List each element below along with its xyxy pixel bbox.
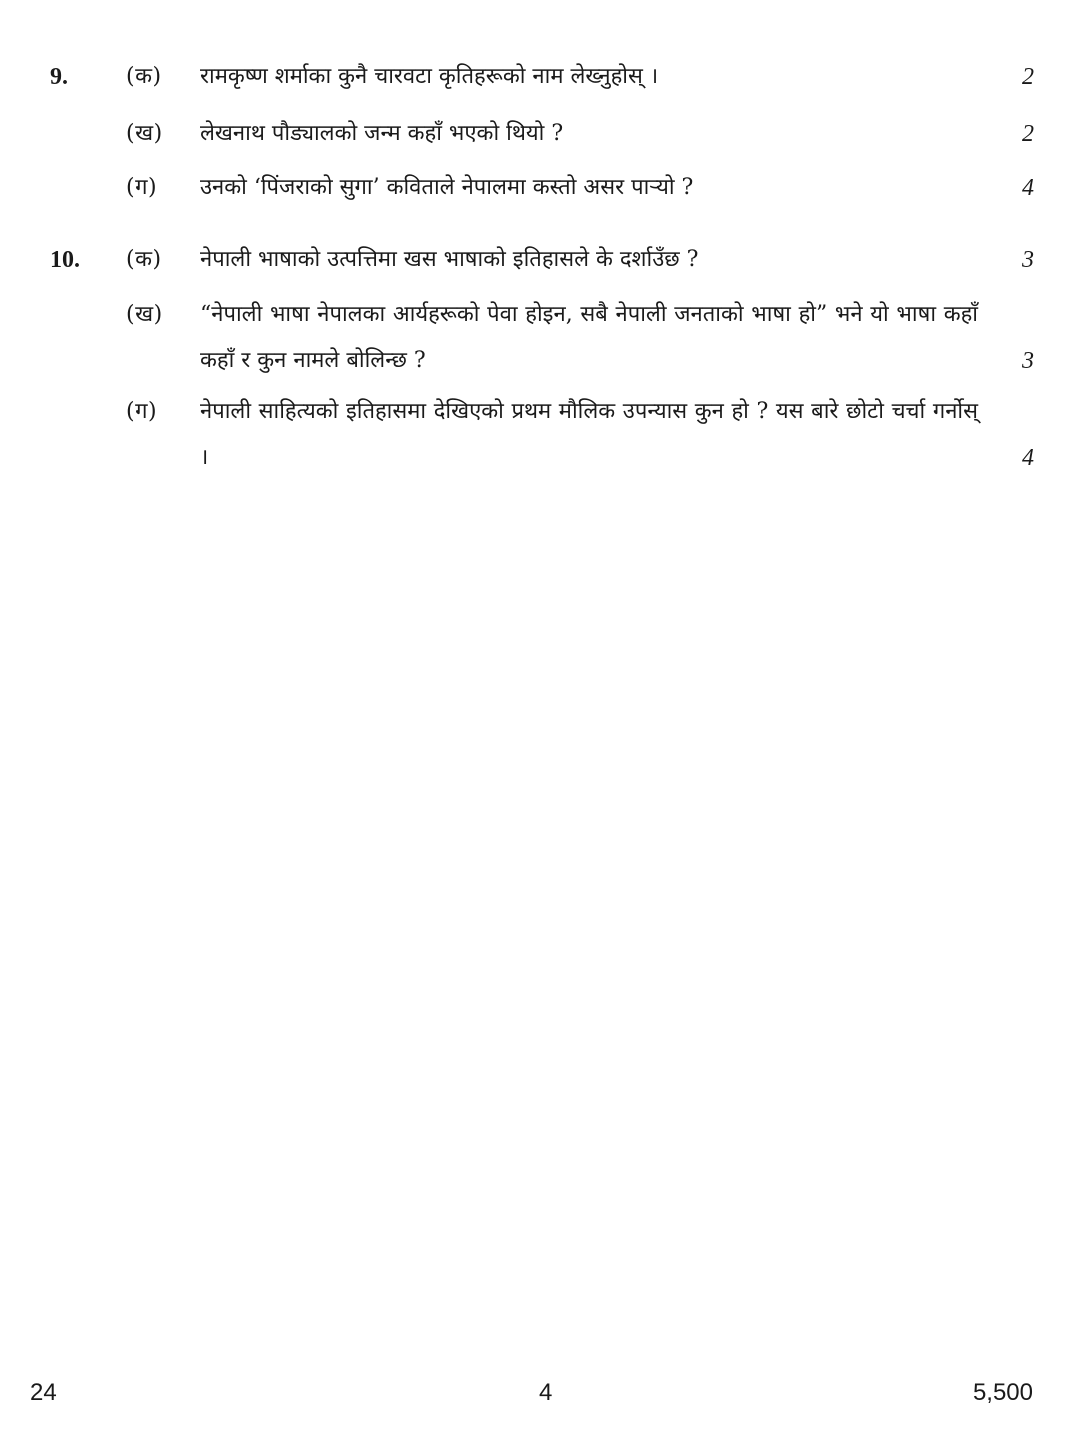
part-marks: 2 (1022, 121, 1034, 147)
part-marks: 4 (1022, 445, 1034, 471)
part-text: नेपाली भाषाको उत्पत्तिमा खस भाषाको इतिहासले के दर्शाउँछ ? (200, 247, 699, 272)
part-marks: 3 (1022, 348, 1034, 374)
part-marks: 3 (1022, 247, 1034, 273)
footer-code: 24 (30, 1379, 57, 1406)
part-label: (क) (126, 64, 162, 89)
part-text: रामकृष्ण शर्माका कुनै चारवटा कृतिहरूको नाम लेख्नुहोस् । (200, 64, 659, 89)
part-label: (ख) (126, 121, 163, 146)
part-text: लेखनाथ पौड्यालको जन्म कहाँ भएको थियो ? (200, 121, 564, 146)
part-marks: 4 (1022, 175, 1034, 201)
question-number: 9. (50, 64, 68, 90)
page-number: 4 (539, 1379, 553, 1406)
part-text: नेपाली साहित्यको इतिहासमा देखिएको प्रथम मौलिक उपन्यास कुन हो ? यस बारे छोटो चर्चा गर्नोस् । (200, 399, 978, 470)
part-label: (क) (126, 247, 162, 272)
part-label: (ख) (126, 302, 163, 327)
part-label: (ग) (126, 175, 158, 200)
question-number: 10. (50, 247, 80, 273)
part-text: उनको ‘पिंजराको सुगा’ कविताले नेपालमा कस्तो असर पार्‍यो ? (200, 175, 694, 200)
part-label: (ग) (126, 399, 158, 424)
part-text: “नेपाली भाषा नेपालका आर्यहरूको पेवा होइन, सबै नेपाली जनताको भाषा हो” भने यो भाषा कहाँ कहाँ र कुन नामले बोलिन्छ ? (200, 302, 978, 373)
print-count: 5,500 (972, 1379, 1033, 1406)
part-marks: 2 (1022, 64, 1034, 90)
